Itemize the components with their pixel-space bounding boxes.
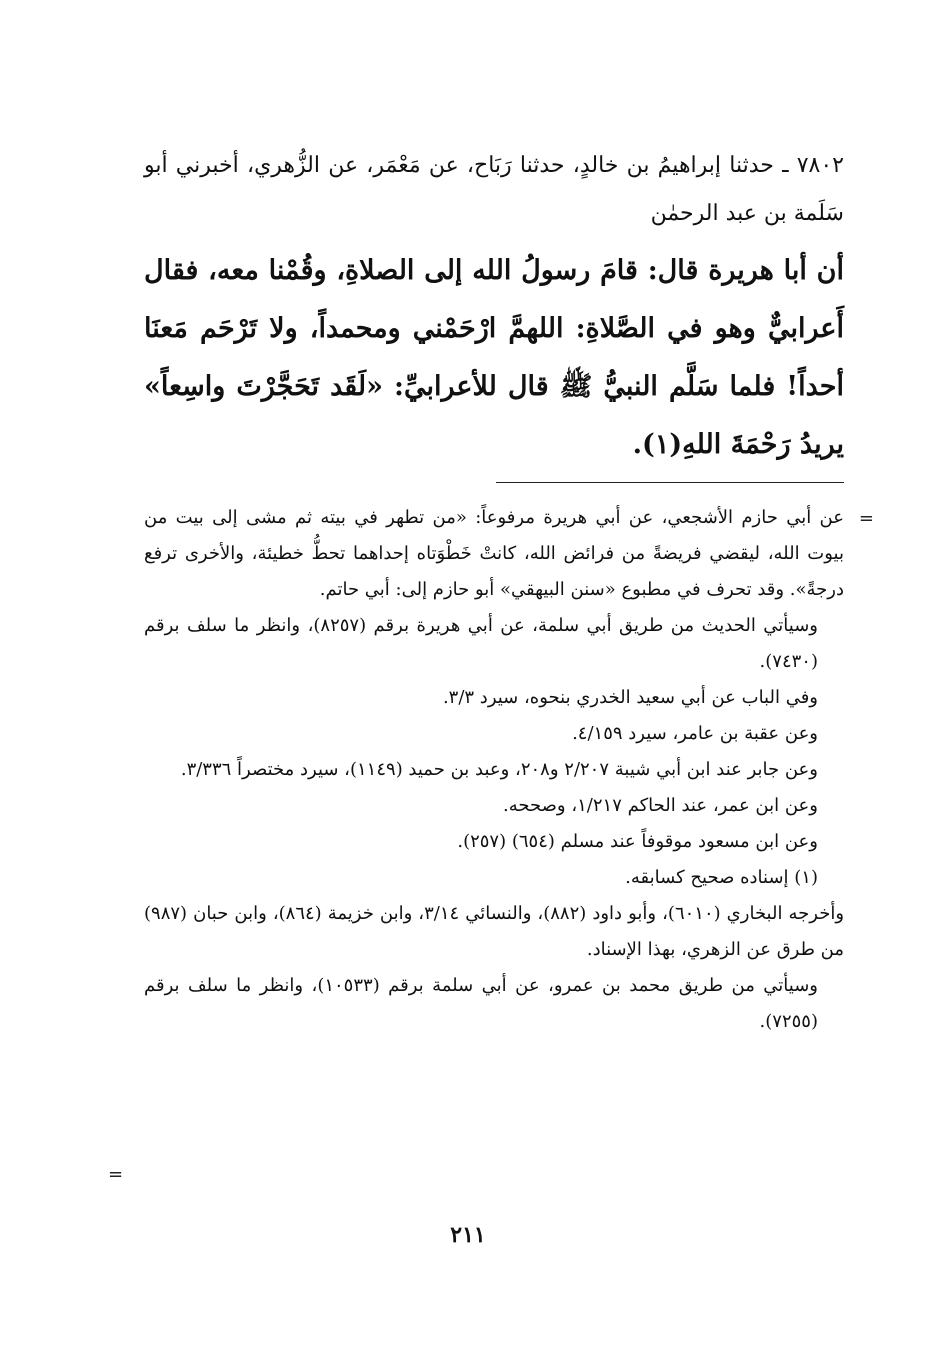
footnote-paragraph: عن أبي حازم الأشجعي، عن أبي هريرة مرفوعاً: «من تطهر في بيته ثم مشى إلى بيت من بيوت الله، ليقضي فريضةً من فرائض الله، كانتْ خَطْوَتاه إحداهما تحطُّ خطيئة، والأخرى ترفع درجةً». وقد تحرف في مطبوع «سنن البيهقي» أبو حازم إلى: أبي حاتم. [144,507,844,600]
footnote-paragraph: وعن ابن مسعود موقوفاً عند مسلم (٦٥٤) (٢٥٧). [457,831,818,852]
hadith-matn: أن أبا هريرة قال: قامَ رسولُ الله إلى الصلاةِ، وقُمْنا معه، فقال أَعرابيٌّ وهو في الصَّلاةِ: اللهمَّ ارْحَمْني ومحمداً، ولا تَرْحَم مَعنَا أحداً! فلما سَلَّم النبيُّ ﷺ قال للأعرابيِّ: «لَقَد تَحَجَّرْتَ واسِعاً» يريدُ رَحْمَةَ اللهِ(١). [144,255,844,460]
footnotes [144,500,844,1040]
footnote-end-mark: = [108,1164,124,1185]
footnote-continuation-mark: = [858,508,874,529]
footnote-separator [496,482,844,483]
footnote-paragraph: وعن عقبة بن عامر، سيرد ٤/١٥٩. [572,723,818,744]
footnote-paragraph: وعن جابر عند ابن أبي شيبة ٢/٢٠٧ و٢٠٨، وعبد بن حميد (١١٤٩)، سيرد مختصراً ٣/٣٣٦. [180,759,818,780]
footnote-1: (١) إسناده صحيح كسابقه. [625,867,818,888]
footnote-paragraph: وسيأتي الحديث من طريق أبي سلمة، عن أبي هريرة برقم (٨٢٥٧)، وانظر ما سلف برقم (٧٤٣٠). [144,615,818,672]
footnote-paragraph: وسيأتي من طريق محمد بن عمرو، عن أبي سلمة برقم (١٠٥٣٣)، وانظر ما سلف برقم (٧٢٥٥). [144,975,818,1032]
footnote-paragraph: وأخرجه البخاري (٦٠١٠)، وأبو داود (٨٨٢)، والنسائي ٣/١٤، وابن خزيمة (٨٦٤)، وابن حبان (٩٨٧) من طرق عن الزهري، بهذا الإسناد. [144,903,845,960]
footnote-paragraph: وفي الباب عن أبي سعيد الخدري بنحوه، سيرد ٣/٣. [442,687,818,708]
hadith-isnad: ٧٨٠٢ ـ حدثنا إبراهيمُ بن خالدٍ، حدثنا رَبَاح، عن مَعْمَر، عن الزُّهري، أخبرني أبو سَلَمة بن عبد الرحمٰن [144,153,844,226]
page-number: ٢١١ [450,1222,486,1248]
footnote-paragraph: وعن ابن عمر، عند الحاكم ١/٢١٧، وصححه. [503,795,818,816]
